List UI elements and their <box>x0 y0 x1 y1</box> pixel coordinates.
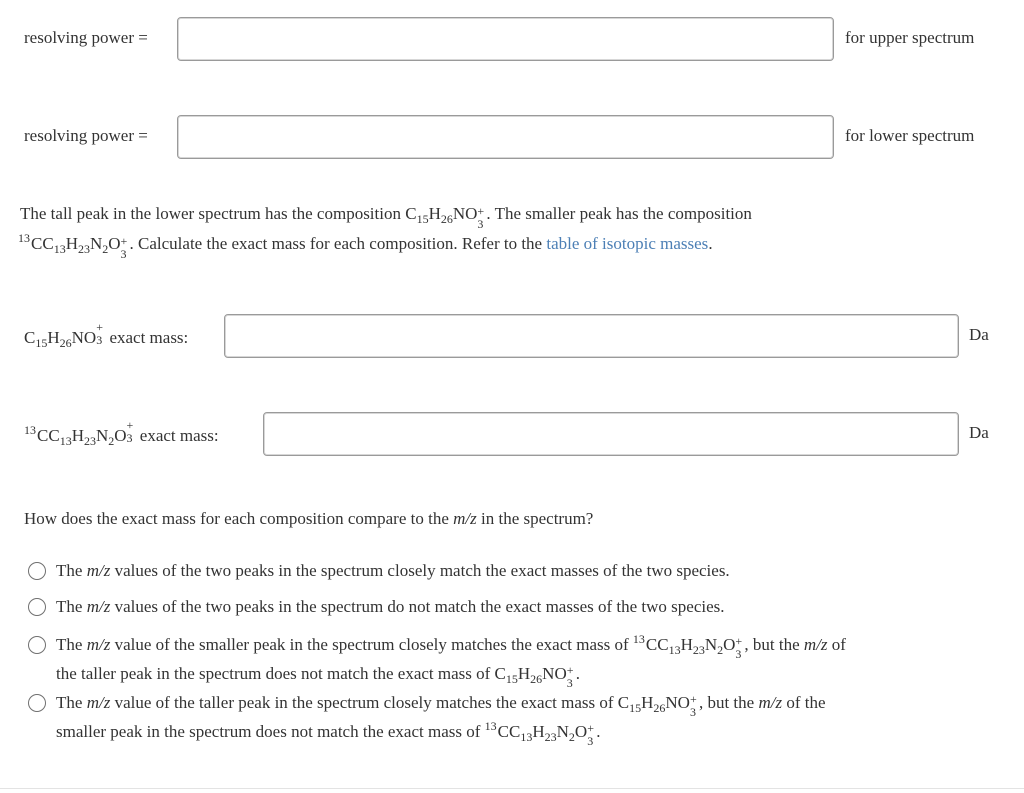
comparison-question: How does the exact mass for each composition compare to the m/z in the spectrum? <box>24 509 594 528</box>
resolving-power-upper-label: resolving power = <box>24 28 148 47</box>
resolving-power-lower-label: resolving power = <box>24 126 148 145</box>
isotopic-masses-link[interactable]: table of isotopic masses <box>546 234 709 253</box>
mass-field-2-label: $^{13}CC_{13}H_{23}N_2O$ + 3 exact mass: <box>24 418 219 448</box>
option-2-text[interactable]: The m/z values of the two peaks in the spectrum do not match the exact masses of the two species. <box>56 597 725 616</box>
resolving-power-lower-input[interactable] <box>178 116 833 158</box>
formula-13c-c13h23n2o3: $^{13}CC_{13}H_{23}N_2O$ + 3 <box>18 231 128 261</box>
resolving-power-upper-input[interactable] <box>178 18 833 60</box>
composition-paragraph <box>20 199 920 259</box>
mass-field-1-input[interactable] <box>225 315 958 357</box>
mass-field-2-input[interactable] <box>264 413 958 455</box>
upper-spectrum-unit: for upper spectrum <box>845 28 975 47</box>
paragraph-text-3: . Calculate the exact mass for each composition. Refer to the <box>129 234 547 253</box>
mass-field-2-unit: Da <box>969 423 989 442</box>
option-4-text[interactable]: The m/z value of the taller peak in the spectrum closely matches the exact mass of $C_{15}H_{26}NO$ + 3 , but the m/z of the smaller peak in the spectrum does not match the exact mass of $^{13}CC_{13}H_{23}N_2O$ + 3 . <box>56 692 826 748</box>
option-1-text[interactable]: The m/z values of the two peaks in the spectrum closely match the exact masses of the two species. <box>56 561 730 580</box>
formula-c15h26no3: $C_{15}H_{26}NO$ + 3 <box>405 204 485 231</box>
mass-field-2-input-box[interactable] <box>263 412 959 456</box>
bottom-divider <box>0 788 1024 789</box>
option-3-text[interactable]: The m/z value of the smaller peak in the spectrum closely matches the exact mass of $^{13}CC_{13}H_{23}N_2O$ + 3 , but the m/z of the taller peak in the spectrum does not match the exact mass of $C_{15}H_{26}NO$ + 3 . <box>56 632 846 690</box>
option-1-radio[interactable] <box>28 562 46 580</box>
option-3-radio[interactable] <box>28 636 46 654</box>
paragraph-text-4: . <box>708 234 713 253</box>
resolving-power-lower-input-box[interactable] <box>177 115 834 159</box>
option-2-radio[interactable] <box>28 598 46 616</box>
option-4-radio[interactable] <box>28 694 46 712</box>
mass-field-1-input-box[interactable] <box>224 314 959 358</box>
mass-field-1-unit: Da <box>969 325 989 344</box>
paragraph-text-2: . The smaller peak has the composition <box>486 204 752 223</box>
resolving-power-upper-input-box[interactable] <box>177 17 834 61</box>
mass-field-1-label: $C_{15}H_{26}NO$ + 3 exact mass: <box>24 320 189 350</box>
paragraph-text-1: The tall peak in the lower spectrum has the composition <box>20 204 406 223</box>
lower-spectrum-unit: for lower spectrum <box>845 126 975 145</box>
